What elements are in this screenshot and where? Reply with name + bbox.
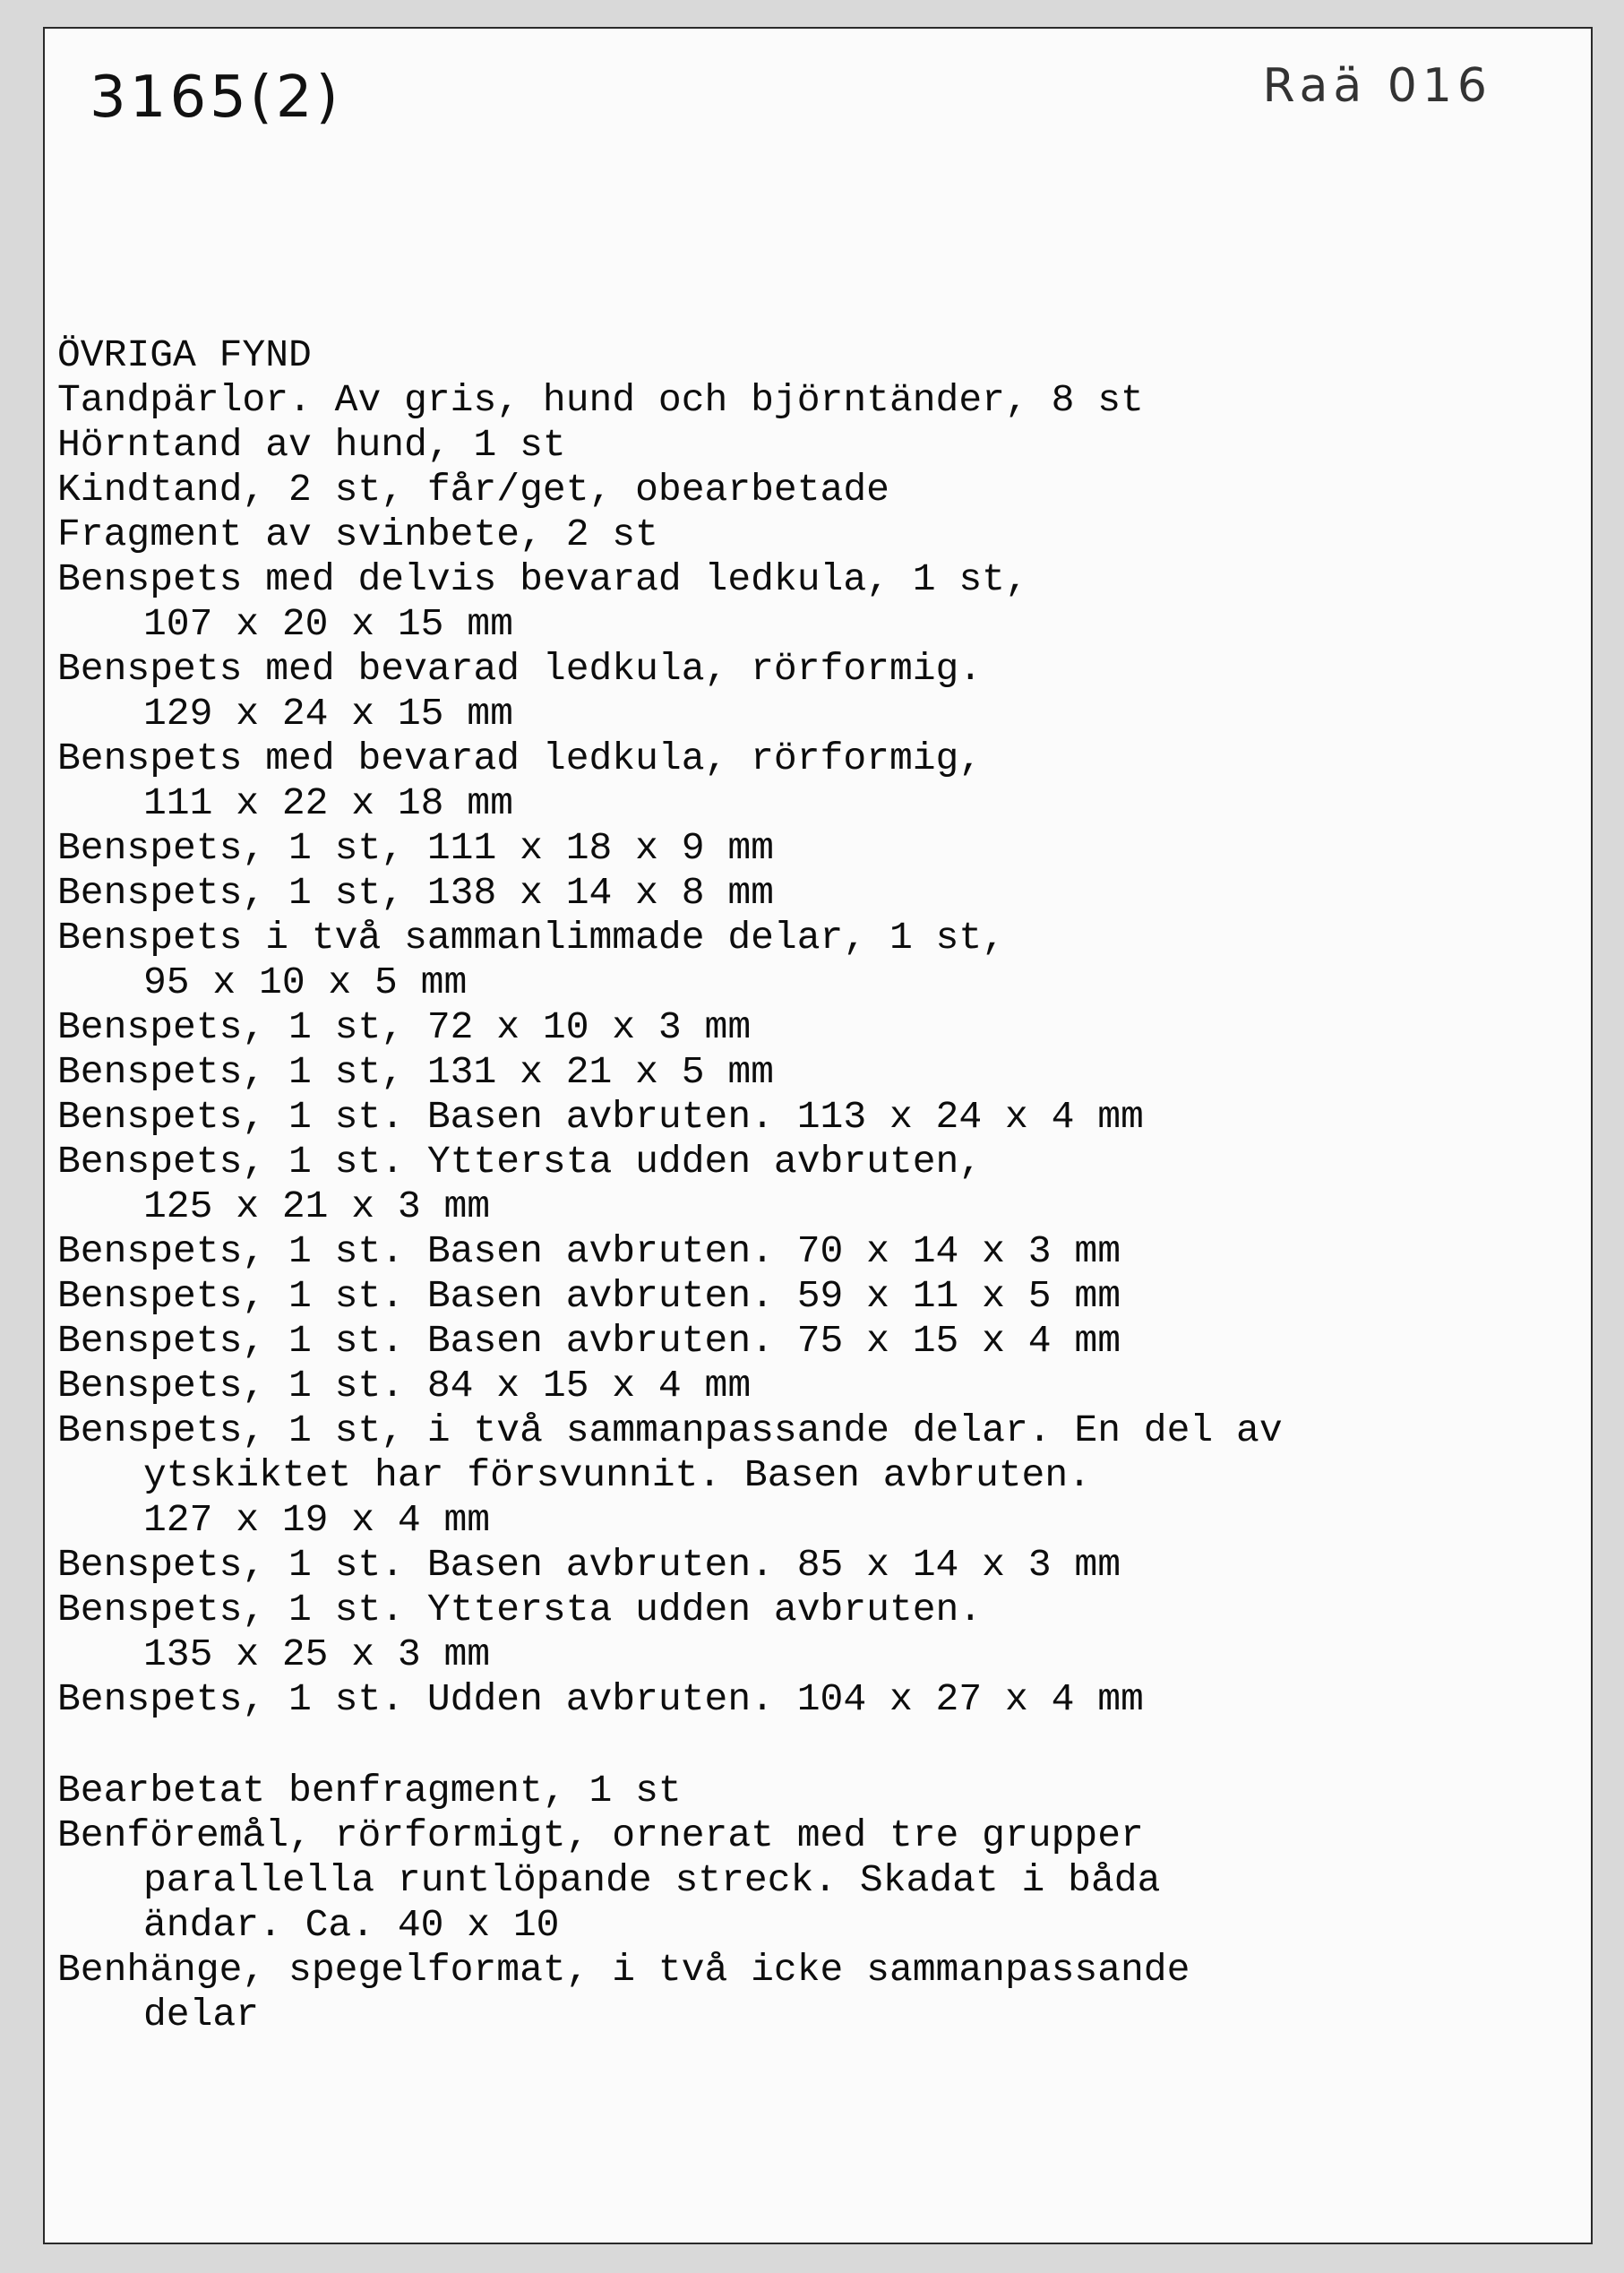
list-item-continuation: parallella runtlöpande streck. Skadat i båda: [143, 1858, 1161, 1902]
list-item: Benhänge, spegelformat, i två icke sammanpassande: [57, 1948, 1190, 1992]
list-item: Benspets, 1 st, 72 x 10 x 3 mm: [57, 1005, 752, 1049]
list-item-continuation: 125 x 21 x 3 mm: [143, 1184, 491, 1228]
list-item: Benspets i två sammanlimmade delar, 1 st,: [57, 916, 1005, 960]
list-item: Benspets med delvis bevarad ledkula, 1 st,: [57, 557, 1028, 601]
list-item: Fragment av svinbete, 2 st: [57, 512, 658, 556]
list-item-continuation: 127 x 19 x 4 mm: [143, 1498, 491, 1542]
list-item-continuation: ytskiktet har försvunnit. Basen avbruten.: [143, 1453, 1091, 1497]
list-item-continuation: 129 x 24 x 15 mm: [143, 692, 513, 736]
list-item-continuation: 95 x 10 x 5 mm: [143, 960, 468, 1004]
list-item: Benspets, 1 st, 138 x 14 x 8 mm: [57, 871, 774, 915]
list-item: Bearbetat benfragment, 1 st: [57, 1769, 682, 1812]
list-item: Benspets, 1 st, 111 x 18 x 9 mm: [57, 826, 774, 870]
list-item: Benspets, 1 st. Basen avbruten. 59 x 11 x 5 mm: [57, 1274, 1121, 1318]
section-gap: [57, 1722, 1283, 1769]
list-item: Benspets med bevarad ledkula, rörformig,: [57, 736, 983, 780]
list-item: Benspets, 1 st. Basen avbruten. 75 x 15 x 4 mm: [57, 1319, 1121, 1363]
list-item: Benspets, 1 st. Basen avbruten. 113 x 24 x 4 mm: [57, 1095, 1144, 1139]
list-item: Hörntand av hund, 1 st: [57, 423, 566, 467]
list-item-continuation: 107 x 20 x 15 mm: [143, 602, 513, 646]
list-item: Benspets, 1 st, i två sammanpassande delar. En del av: [57, 1408, 1283, 1452]
typed-find-list: [57, 333, 1283, 2037]
list-item-continuation: 111 x 22 x 18 mm: [143, 781, 513, 825]
list-item-continuation: ändar. Ca. 40 x 10: [143, 1903, 560, 1947]
list-item: Benspets, 1 st. Yttersta udden avbruten,: [57, 1140, 983, 1184]
list-item: Benspets, 1 st. Yttersta udden avbruten.: [57, 1588, 983, 1632]
section-heading: ÖVRIGA FYND: [57, 333, 312, 377]
list-item: Benspets, 1 st. Basen avbruten. 70 x 14 x 3 mm: [57, 1229, 1121, 1273]
list-item: Benspets, 1 st, 131 x 21 x 5 mm: [57, 1050, 774, 1094]
list-item: Benspets med bevarad ledkula, rörformig.: [57, 647, 983, 691]
list-item: Benspets, 1 st. Udden avbruten. 104 x 27 x 4 mm: [57, 1677, 1144, 1721]
list-item: Benspets, 1 st. 84 x 15 x 4 mm: [57, 1364, 752, 1408]
list-item: Benföremål, rörformigt, ornerat med tre grupper: [57, 1813, 1144, 1857]
list-item-continuation: 135 x 25 x 3 mm: [143, 1632, 491, 1676]
list-item: Kindtand, 2 st, får/get, obearbetade: [57, 468, 889, 512]
list-item: Tandpärlor. Av gris, hund och björntänder, 8 st: [57, 378, 1144, 422]
document-sheet: [43, 27, 1593, 2244]
raa-code: Raä 016: [1262, 59, 1492, 113]
list-item: Benspets, 1 st. Basen avbruten. 85 x 14 x 3 mm: [57, 1543, 1121, 1587]
list-item-continuation: delar: [143, 1993, 260, 2036]
archive-number: 3165(2): [90, 65, 342, 131]
